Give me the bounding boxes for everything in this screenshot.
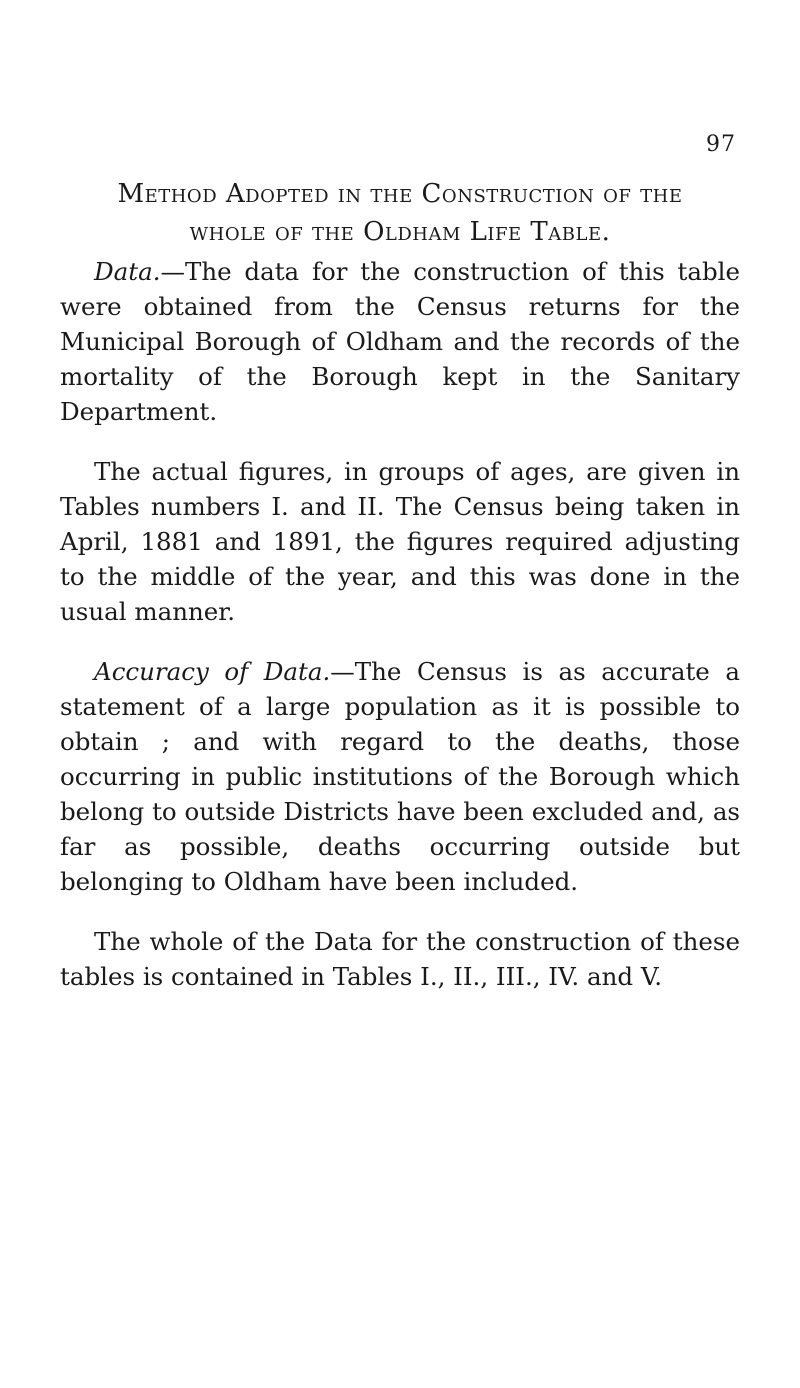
- paragraph-accuracy: [60, 654, 740, 899]
- paragraph-whole-data: [60, 924, 740, 994]
- paragraph-text: The actual figures, in groups of ages, are given in Tables numbers I. and II. The Census being taken in April, 1881 and 1891, the figures required adjusting to the middle of the year, and this was done in the usual manner.: [60, 457, 740, 626]
- body-text: [60, 254, 740, 1019]
- title-line-1: Method Adopted in the Construction of the: [117, 179, 683, 209]
- paragraph-lead: Data.: [94, 257, 161, 286]
- paragraph-text: The whole of the Data for the construction of these tables is contained in Tables I., II., III., IV. and V.: [60, 927, 740, 991]
- paragraph-actual-figures: [60, 454, 740, 629]
- page-number: 97: [706, 132, 736, 157]
- paragraph-text: —The Census is as accurate a statement of a large population as it is possible to obtain ; and with regard to the deaths, those occurring in public institutions of the Borough which belong to outside Districts have been excluded and, as far as possible, deaths occurring outside but belonging to Oldham have been included.: [60, 657, 740, 896]
- paragraph-data: [60, 254, 740, 429]
- title-line-2: whole of the Oldham Life Table.: [189, 217, 611, 247]
- page-title: [60, 175, 740, 251]
- paragraph-text: —The data for the construction of this table were obtained from the Census returns for the Municipal Borough of Oldham and the records of the mortality of the Borough kept in the Sanitary Department.: [60, 257, 740, 426]
- paragraph-lead: Accuracy of Data.: [94, 657, 331, 686]
